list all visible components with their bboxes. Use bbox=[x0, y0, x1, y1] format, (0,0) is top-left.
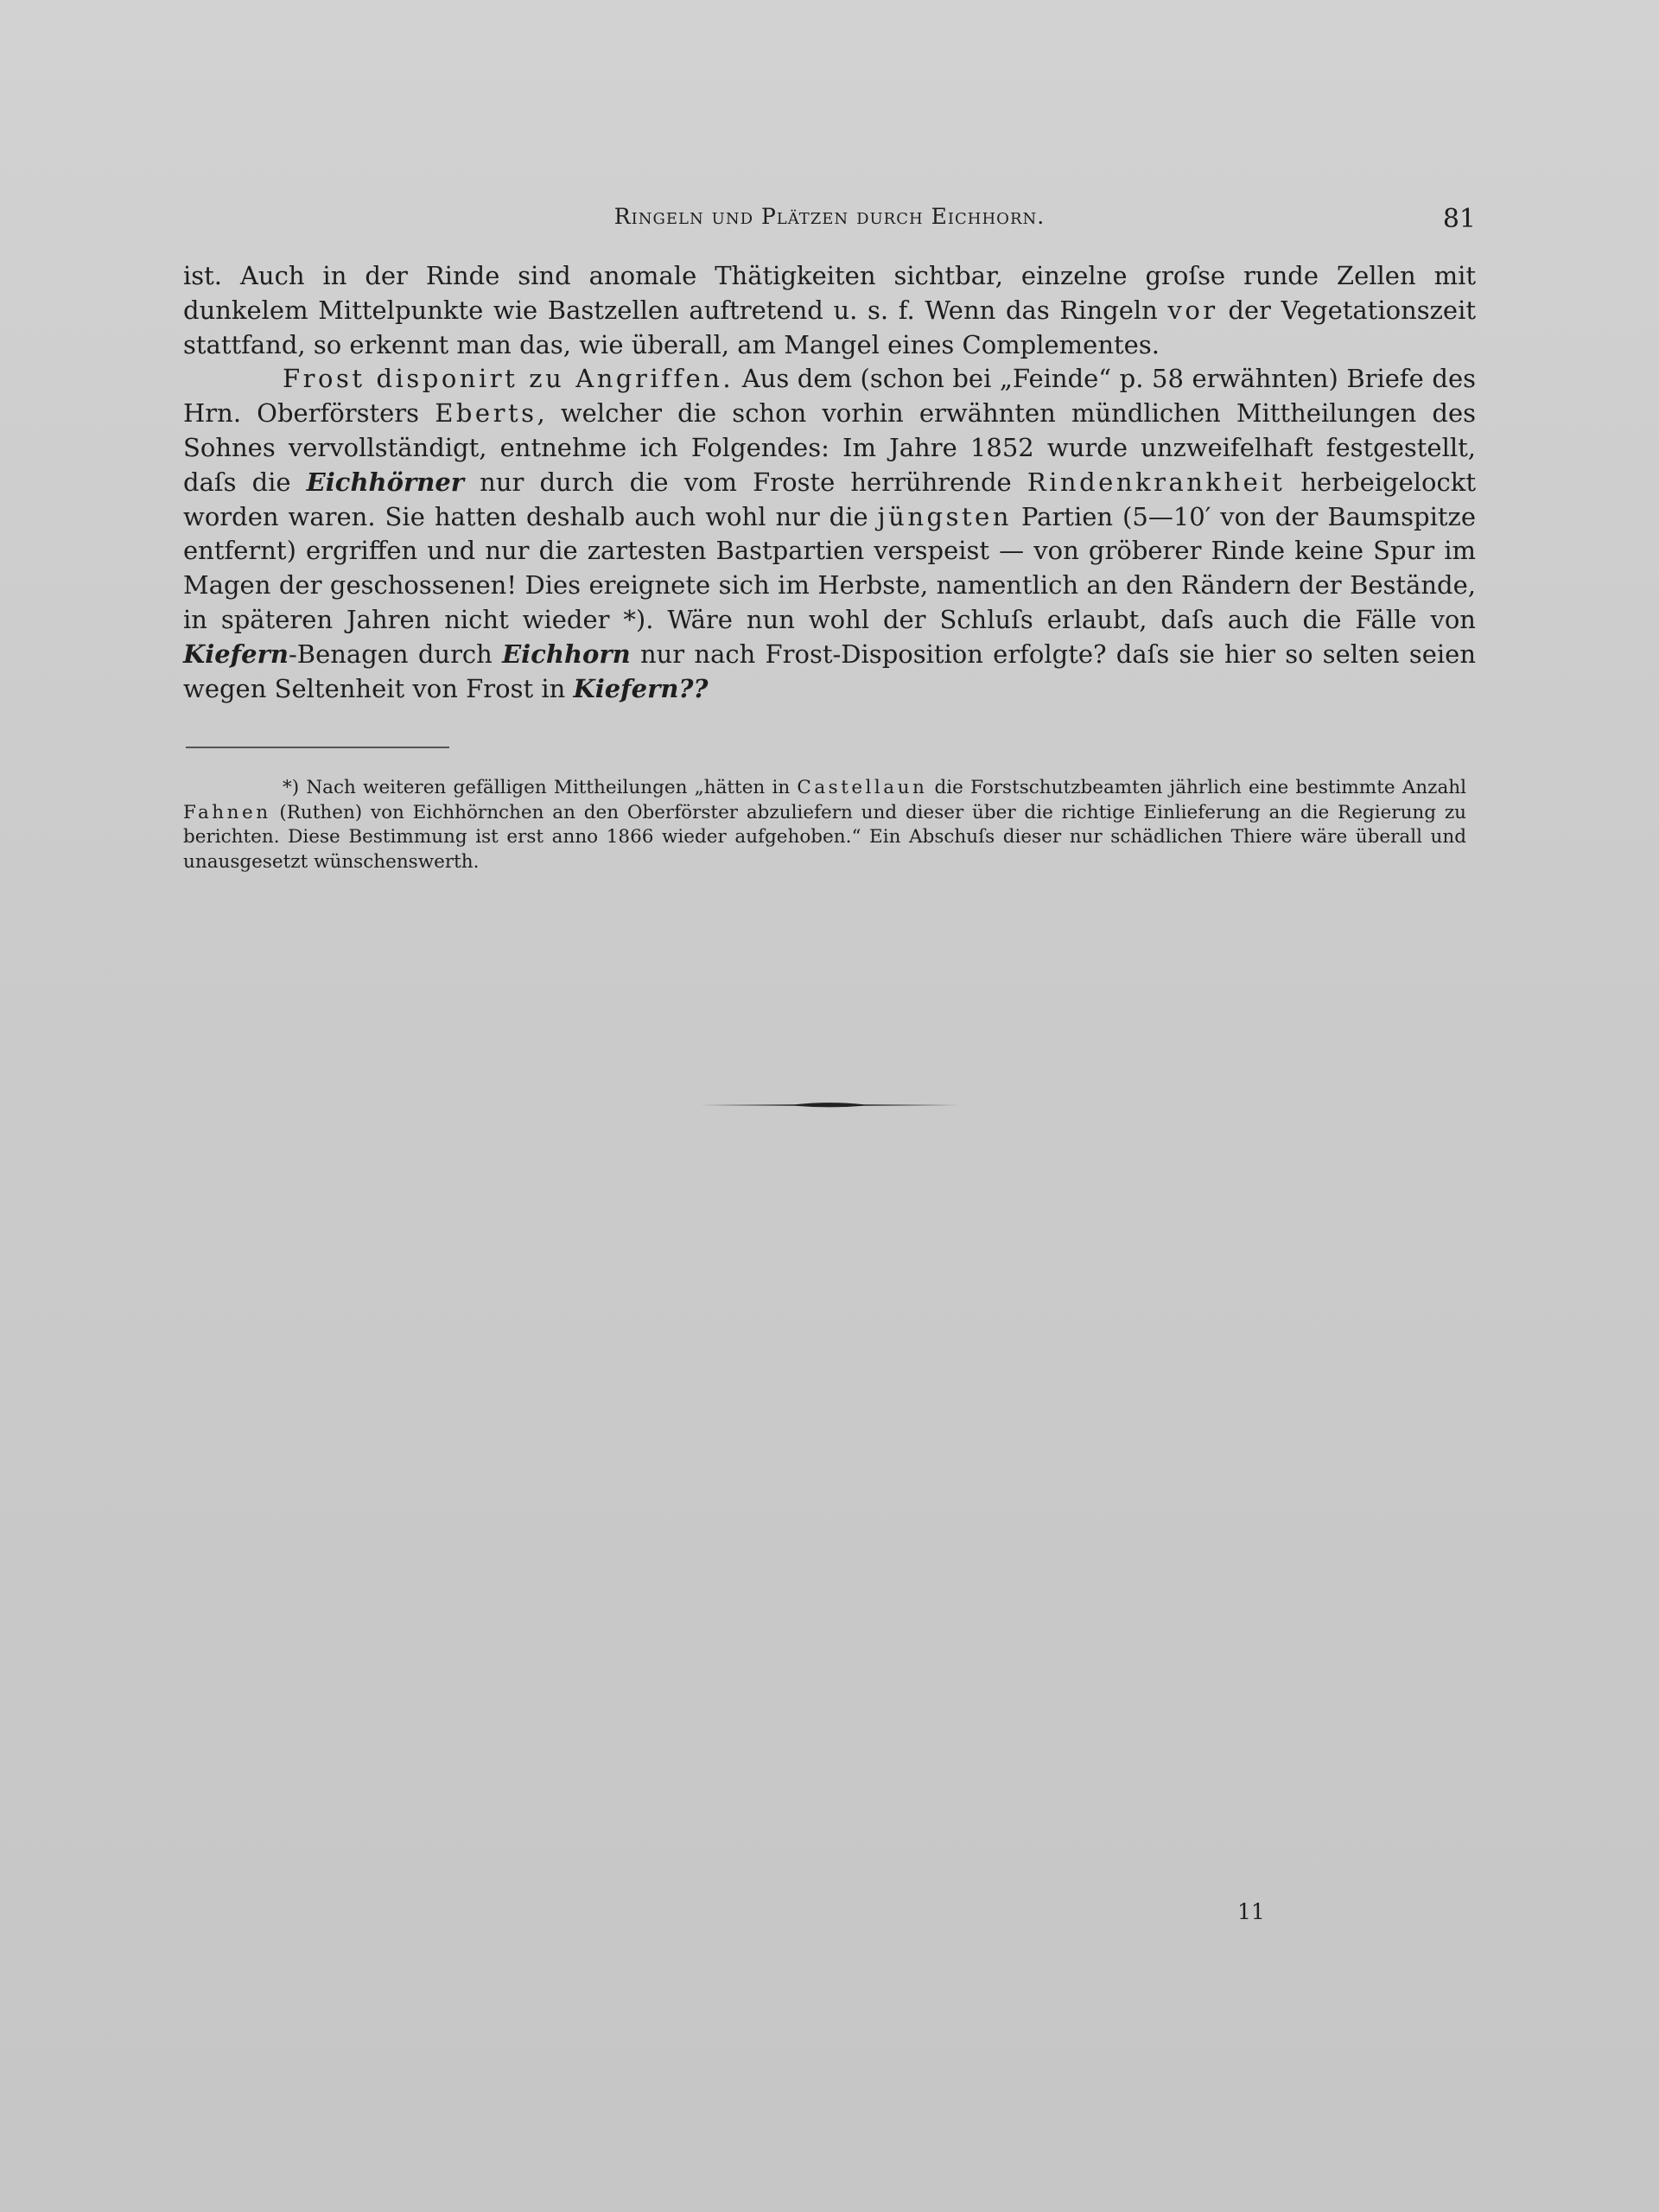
body-text bbox=[183, 259, 1476, 706]
text-run: herbeigelockt worden waren. Sie hatten deshalb auch wohl nur die bbox=[183, 467, 1476, 531]
italic-term: Kiefern?? bbox=[573, 673, 709, 703]
running-title: Ringeln und Plätzen durch Eichhorn. bbox=[613, 204, 1046, 229]
italic-term: Eichhorn bbox=[502, 639, 631, 669]
spaced-emphasis: Fahnen bbox=[183, 801, 271, 823]
footnote-rule bbox=[186, 747, 449, 748]
text-run: -Benagen durch bbox=[288, 639, 503, 669]
end-ornament bbox=[700, 1099, 959, 1111]
spaced-emphasis: jüngsten bbox=[877, 501, 1012, 531]
spaced-name: Castellaun bbox=[797, 777, 928, 798]
sheet-signature: 11 bbox=[1237, 1899, 1265, 1924]
spaced-emphasis: Rindenkrankheit bbox=[1027, 467, 1286, 497]
paragraph-2 bbox=[183, 362, 1476, 706]
text-run: ist. Auch in der Rinde sind anomale Thätigkeiten sichtbar, einzelne groſse runde Zellen mit dunkelem Mittelpunkte wie Bastzellen auftretend u. s. f. Wenn das Ringeln bbox=[183, 261, 1476, 325]
italic-term: Eichhörner bbox=[306, 467, 465, 497]
text-run: die Forstschutzbeamten jährlich eine bestimmte Anzahl bbox=[927, 777, 1466, 798]
italic-term: Kiefern bbox=[183, 639, 289, 669]
text-run: der Vegetationszeit stattfand, so erkennt man das, wie überall, am Mangel eines Complementes. bbox=[183, 295, 1476, 359]
text-run: Nach weiteren gefälligen Mittheilungen „hätten in bbox=[299, 777, 798, 798]
text-run: , welcher die schon vorhin erwähnten mündlichen Mittheilungen des Sohnes vervollständigt, entnehme ich Folgendes: Im Jahre 1852 wurde unzweifelhaft festgestellt, daſs die bbox=[183, 398, 1476, 497]
text-run: nur nach Frost-Disposition erfolgte? daſs sie hier so selten seien wegen Seltenheit von Frost in bbox=[183, 639, 1476, 703]
text-run: (Ruthen) von Eichhörnchen an den Oberförster abzuliefern und dieser über die richtige Einlieferung an die Regierung zu berichten. Diese Bestimmung ist erst anno 1866 wieder aufgehoben.“ Ein Abschuſs dieser nur schädlichen Thiere wäre überall und unausgesetzt wünschenswerth. bbox=[183, 801, 1466, 873]
spaced-emphasis: vor bbox=[1167, 295, 1218, 325]
footnote-marker: *) bbox=[283, 777, 300, 798]
footnote bbox=[183, 776, 1466, 874]
paragraph-1 bbox=[183, 259, 1476, 362]
page-number: 81 bbox=[1442, 204, 1476, 234]
spaced-name: Eberts bbox=[435, 398, 537, 429]
text-run: Aus dem (schon bei „Feinde“ p. 58 erwähnten) Briefe des Hrn. Oberförsters bbox=[183, 364, 1476, 429]
spaced-emphasis: Frost disponirt zu Angriffen. bbox=[283, 364, 734, 394]
text-run: nur durch die vom Froste herrührende bbox=[464, 467, 1027, 497]
running-head bbox=[183, 204, 1476, 238]
text-run: Partien (5—10′ von der Baumspitze entfernt) ergriffen und nur die zartesten Bastpartien verspeist — von gröberer Rinde keine Spur im Magen der geschossenen! Dies ereignete sich im Herbste, namentlich an den Rändern der Bestände, in späteren Jahren nicht wieder *). Wäre nun wohl der Schluſs erlaubt, daſs auch die Fälle von bbox=[183, 501, 1476, 634]
